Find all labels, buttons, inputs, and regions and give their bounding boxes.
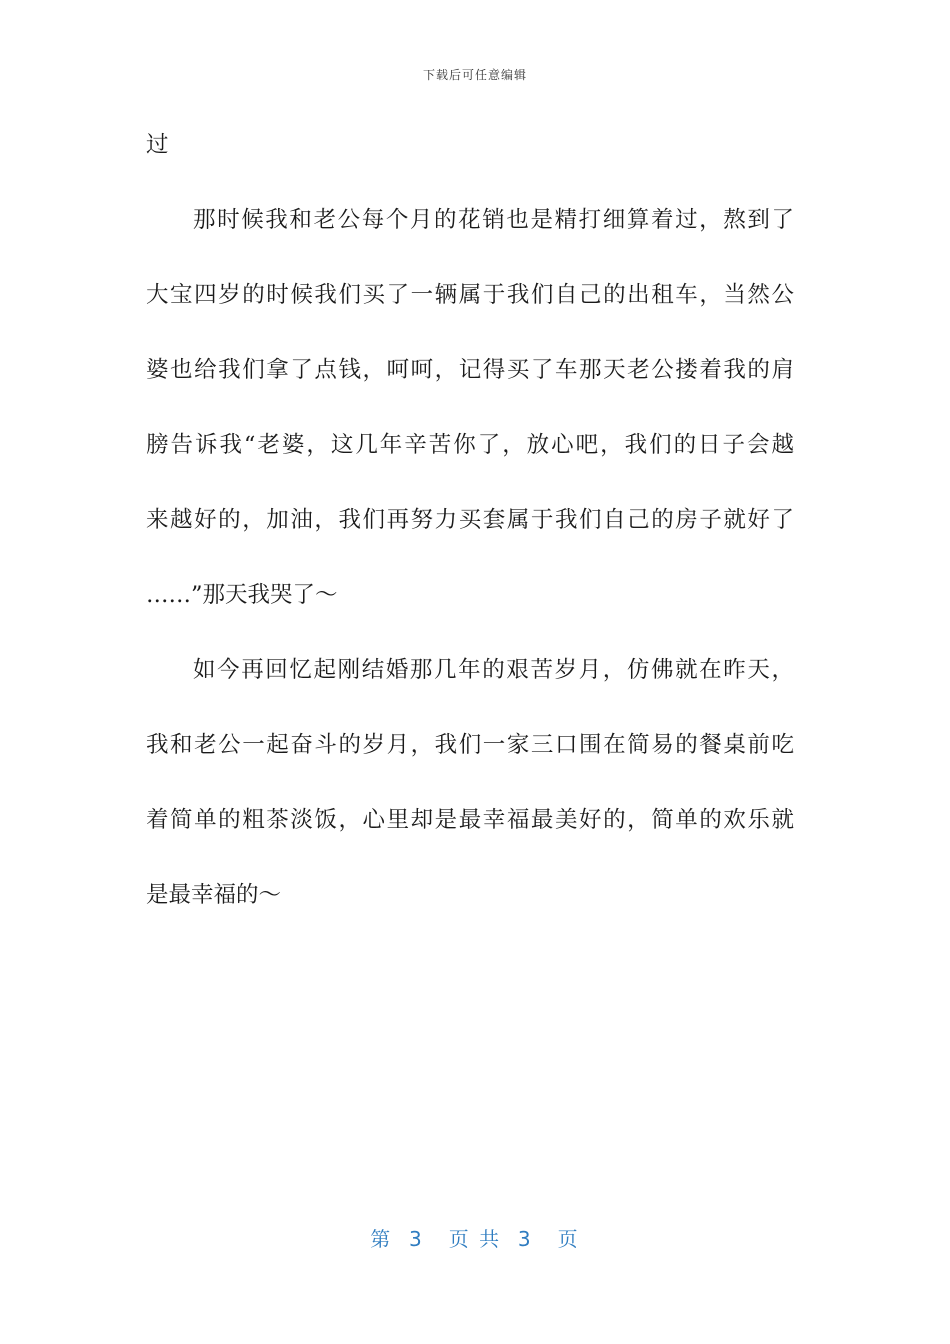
document-body — [146, 123, 794, 948]
page-header: 下载后可任意编辑 — [422, 68, 527, 82]
paragraph-line: 是最幸福的～ — [146, 882, 282, 908]
paragraph-line: 膀告诉我“老婆，这几年辛苦你了，放心吧，我们的日子会越 — [146, 432, 794, 458]
page-number-footer: 第 3 页 共 3 页 — [370, 1227, 580, 1251]
paragraph-line: 如今再回忆起刚结婚那几年的艰苦岁月，仿佛就在昨天， — [193, 657, 794, 683]
paragraph-line: 大宝四岁的时候我们买了一辆属于我们自己的出租车，当然公 — [146, 282, 794, 308]
paragraph-line: ……”那天我哭了～ — [146, 582, 338, 608]
paragraph-line: 着简单的粗茶淡饭，心里却是最幸福最美好的，简单的欢乐就 — [146, 807, 794, 833]
paragraph-line: 来越好的，加油，我们再努力买套属于我们自己的房子就好了 — [146, 507, 794, 533]
paragraph-line: 婆也给我们拿了点钱，呵呵，记得买了车那天老公搂着我的肩 — [146, 357, 794, 383]
text-line: 过 — [146, 132, 169, 158]
paragraph-line: 那时候我和老公每个月的花销也是精打细算着过，熬到了 — [193, 207, 794, 233]
paragraph-line: 我和老公一起奋斗的岁月，我们一家三口围在简易的餐桌前吃 — [146, 732, 794, 758]
